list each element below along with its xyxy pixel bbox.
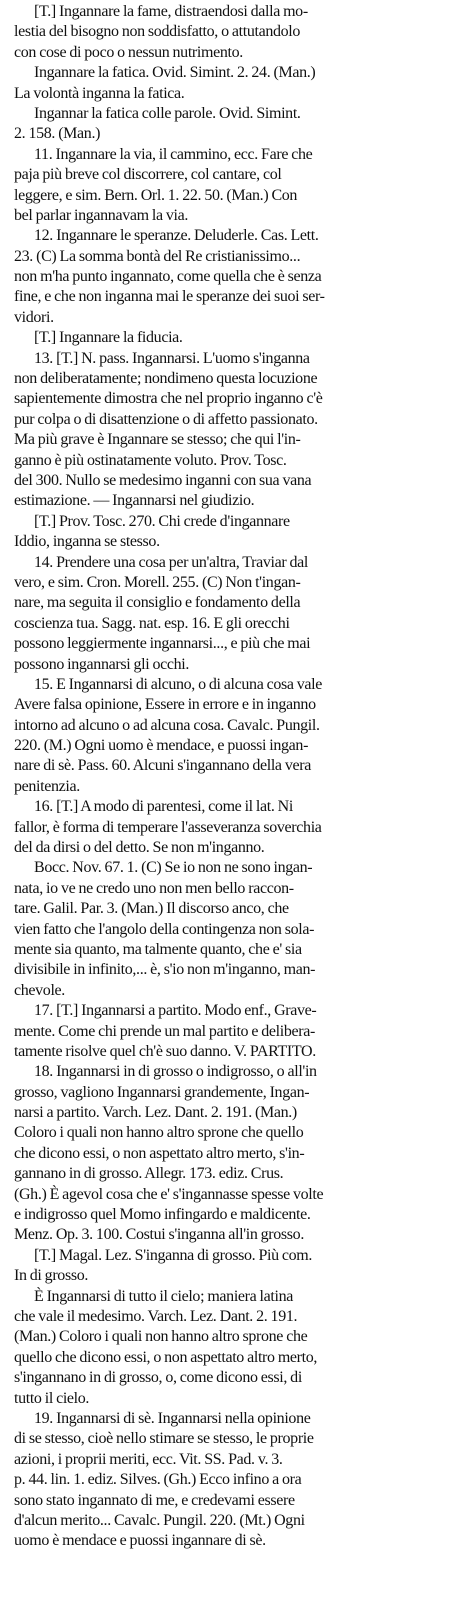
entry-text-line: nata, io ve ne credo uno non men bello raccon-: [14, 879, 294, 897]
entry-text-line: del da dirsi o del detto. Se non m'inganno.: [14, 839, 265, 857]
entry-text-line: mente sia quanto, ma talmente quanto, che e' sia: [14, 940, 302, 958]
entry-text-line: (Gh.) È agevol cosa che e' s'ingannasse spesse volte: [14, 1185, 324, 1203]
entry-text-line: Bocc. Nov. 67. 1. (C) Se io non ne sono ingan-: [34, 859, 313, 877]
entry-text-line: quello che dicono essi, o non aspettato altro merto,: [14, 1348, 318, 1366]
entry-text-line: 17. [T.] Ingannarsi a partito. Modo enf., Grave-: [34, 1002, 317, 1020]
entry-text-line: ganno è più ostinatamente voluto. Prov. Tosc.: [14, 451, 287, 469]
entry-text-line: s'ingannano in di grosso, o, come dicono essi, di: [14, 1369, 302, 1387]
entry-text-line: bel parlar ingannavam la via.: [14, 206, 188, 224]
entry-text-line: mente. Come chi prende un mal partito e delibera-: [14, 1022, 315, 1040]
entry-text-line: lestia del bisogno non soddisfatto, o attutandolo: [14, 23, 301, 41]
entry-text-line: Ingannare la fatica. Ovid. Simint. 2. 24. (Man.): [34, 64, 316, 82]
entry-text-line: tutto il cielo.: [14, 1389, 90, 1407]
entry-text-line: azioni, i proprii meriti, ecc. Vit. SS. Pad. v. 3.: [14, 1450, 283, 1468]
entry-text-line: penitenzia.: [14, 777, 80, 795]
entry-text-line: pur colpa o di disattenzione o di affetto passionato.: [14, 410, 318, 428]
entry-text-line: 11. Ingannare la via, il cammino, ecc. Fare che: [34, 145, 313, 163]
entry-text-line: vidori.: [14, 308, 54, 326]
entry-text-line: La volontà inganna la fatica.: [14, 84, 185, 102]
entry-text-line: 220. (M.) Ogni uomo è mendace, e puossi ingan-: [14, 737, 309, 755]
entry-text-line: gannano in di grosso. Allegr. 173. ediz. Crus.: [14, 1165, 284, 1183]
entry-text-line: che vale il medesimo. Varch. Lez. Dant. 2. 191.: [14, 1308, 298, 1325]
dictionary-entry-column: [14, 2, 462, 1552]
entry-text-line: [T.] Ingannare la fame, distraendosi dalla mo-: [34, 3, 308, 20]
entry-text-line: Ingannar la fatica colle parole. Ovid. Simint.: [34, 104, 301, 122]
entry-text-line: Avere falsa opinione, Essere in errore e in inganno: [14, 696, 316, 714]
entry-text-line: Menz. Op. 3. 100. Costui s'inganna all'in grosso.: [14, 1226, 304, 1244]
entry-text-line: 2. 158. (Man.): [14, 125, 101, 143]
entry-text-line: narsi a partito. Varch. Lez. Dant. 2. 191. (Man.): [14, 1104, 297, 1122]
entry-text-line: intorno ad alcuno o ad alcuna cosa. Cavalc. Pungil.: [14, 716, 320, 734]
entry-text-line: (Man.) Coloro i quali non hanno altro sprone che: [14, 1328, 308, 1346]
entry-text-line: con cose di poco o nessun nutrimento.: [14, 43, 243, 61]
entry-text-line: leggere, e sim. Bern. Orl. 1. 22. 50. (Man.) Con: [14, 186, 298, 204]
entry-text-line: 19. Ingannarsi di sè. Ingannarsi nella opinione: [34, 1409, 311, 1427]
entry-text-line: nare di sè. Pass. 60. Alcuni s'ingannano della vera: [14, 757, 311, 775]
entry-text-line: 23. (C) La somma bontà del Re cristianissimo...: [14, 247, 301, 265]
entry-text-line: possono ingannarsi gli occhi.: [14, 655, 189, 673]
entry-text-line: 15. E Ingannarsi di alcuno, o di alcuna cosa vale: [34, 675, 323, 693]
entry-text-line: e indigrosso quel Momo infingardo e maldicente.: [14, 1206, 311, 1224]
entry-text-line: 14. Prendere una cosa per un'altra, Traviar dal: [34, 553, 308, 571]
entry-text-line: [T.] Ingannare la fiducia.: [34, 329, 183, 347]
entry-text-line: fallor, è forma di temperare l'asseveranza soverchia: [14, 818, 322, 836]
entry-text-line: possono leggiermente ingannarsi..., e più che mai: [14, 635, 311, 653]
entry-text-line: estimazione. — Ingannarsi nel giudizio.: [14, 492, 255, 510]
entry-text-line: [T.] Prov. Tosc. 270. Chi crede d'ingannare: [34, 512, 290, 530]
entry-text-line: che dicono essi, o non aspettato altro merto, s'in-: [14, 1144, 305, 1162]
entry-text-line: sapientemente dimostra che nel proprio inganno c'è: [14, 390, 323, 408]
entry-text-line: coscienza tua. Sagg. nat. esp. 16. E gli orecchi: [14, 614, 290, 632]
entry-text-line: d'alcun merito... Cavalc. Pungil. 220. (Mt.) Ogni: [14, 1511, 305, 1529]
entry-text-line: non deliberatamente; nondimeno questa locuzione: [14, 370, 318, 388]
entry-text-line: nare, ma seguita il consiglio e fondamento della: [14, 594, 301, 612]
entry-text-line: tamente risolve quel ch'è suo danno. V. PARTITO.: [14, 1042, 316, 1060]
entry-text-line: [T.] Magal. Lez. S'inganna di grosso. Più com.: [34, 1246, 313, 1264]
entry-text-line: di se stesso, cioè nello stimare se stesso, le proprie: [14, 1430, 314, 1448]
entry-text-line: divisibile in infinito,... è, s'io non m'inganno, man-: [14, 961, 316, 979]
entry-text-line: In di grosso.: [14, 1267, 89, 1285]
entry-text-line: Ma più grave è Ingannare se stesso; che qui l'in-: [14, 431, 301, 449]
entry-text-line: 12. Ingannare le speranze. Deluderle. Cas. Lett.: [34, 227, 319, 245]
entry-text-line: sono stato ingannato di me, e credevami essere: [14, 1491, 295, 1509]
entry-text-line: 13. [T.] N. pass. Ingannarsi. L'uomo s'inganna: [34, 349, 310, 367]
entry-text-line: È Ingannarsi di tutto il cielo; maniera latina: [34, 1287, 293, 1305]
entry-text-line: paja più breve col discorrere, col cantare, col: [14, 166, 282, 184]
entry-text-line: uomo è mendace e puossi ingannare di sè.: [14, 1532, 266, 1550]
entry-text-line: 18. Ingannarsi in di grosso o indigrosso, o all'in: [34, 1063, 317, 1081]
entry-text-line: Iddio, inganna se stesso.: [14, 533, 160, 551]
entry-text-line: p. 44. lin. 1. ediz. Silves. (Gh.) Ecco infino a ora: [14, 1471, 302, 1489]
entry-text-line: fine, e che non inganna mai le speranze dei suoi ser-: [14, 288, 325, 306]
entry-text-line: vien fatto che l'angolo della contingenza non sola-: [14, 920, 315, 938]
entry-text-line: chevole.: [14, 981, 65, 999]
entry-text-line: Coloro i quali non hanno altro sprone che quello: [14, 1124, 304, 1142]
entry-text-line: non m'ha punto ingannato, come quella che è senza: [14, 268, 322, 286]
entry-text-line: tare. Galil. Par. 3. (Man.) Il discorso anco, che: [14, 900, 289, 918]
entry-text-line: del 300. Nullo se medesimo inganni con sua vana: [14, 471, 312, 489]
entry-text-line: 16. [T.] A modo di parentesi, come il lat. Ni: [34, 798, 293, 816]
entry-text-line: grosso, vagliono Ingannarsi grandemente, Ingan-: [14, 1083, 310, 1101]
entry-text-line: vero, e sim. Cron. Morell. 255. (C) Non t'ingan-: [14, 573, 301, 591]
